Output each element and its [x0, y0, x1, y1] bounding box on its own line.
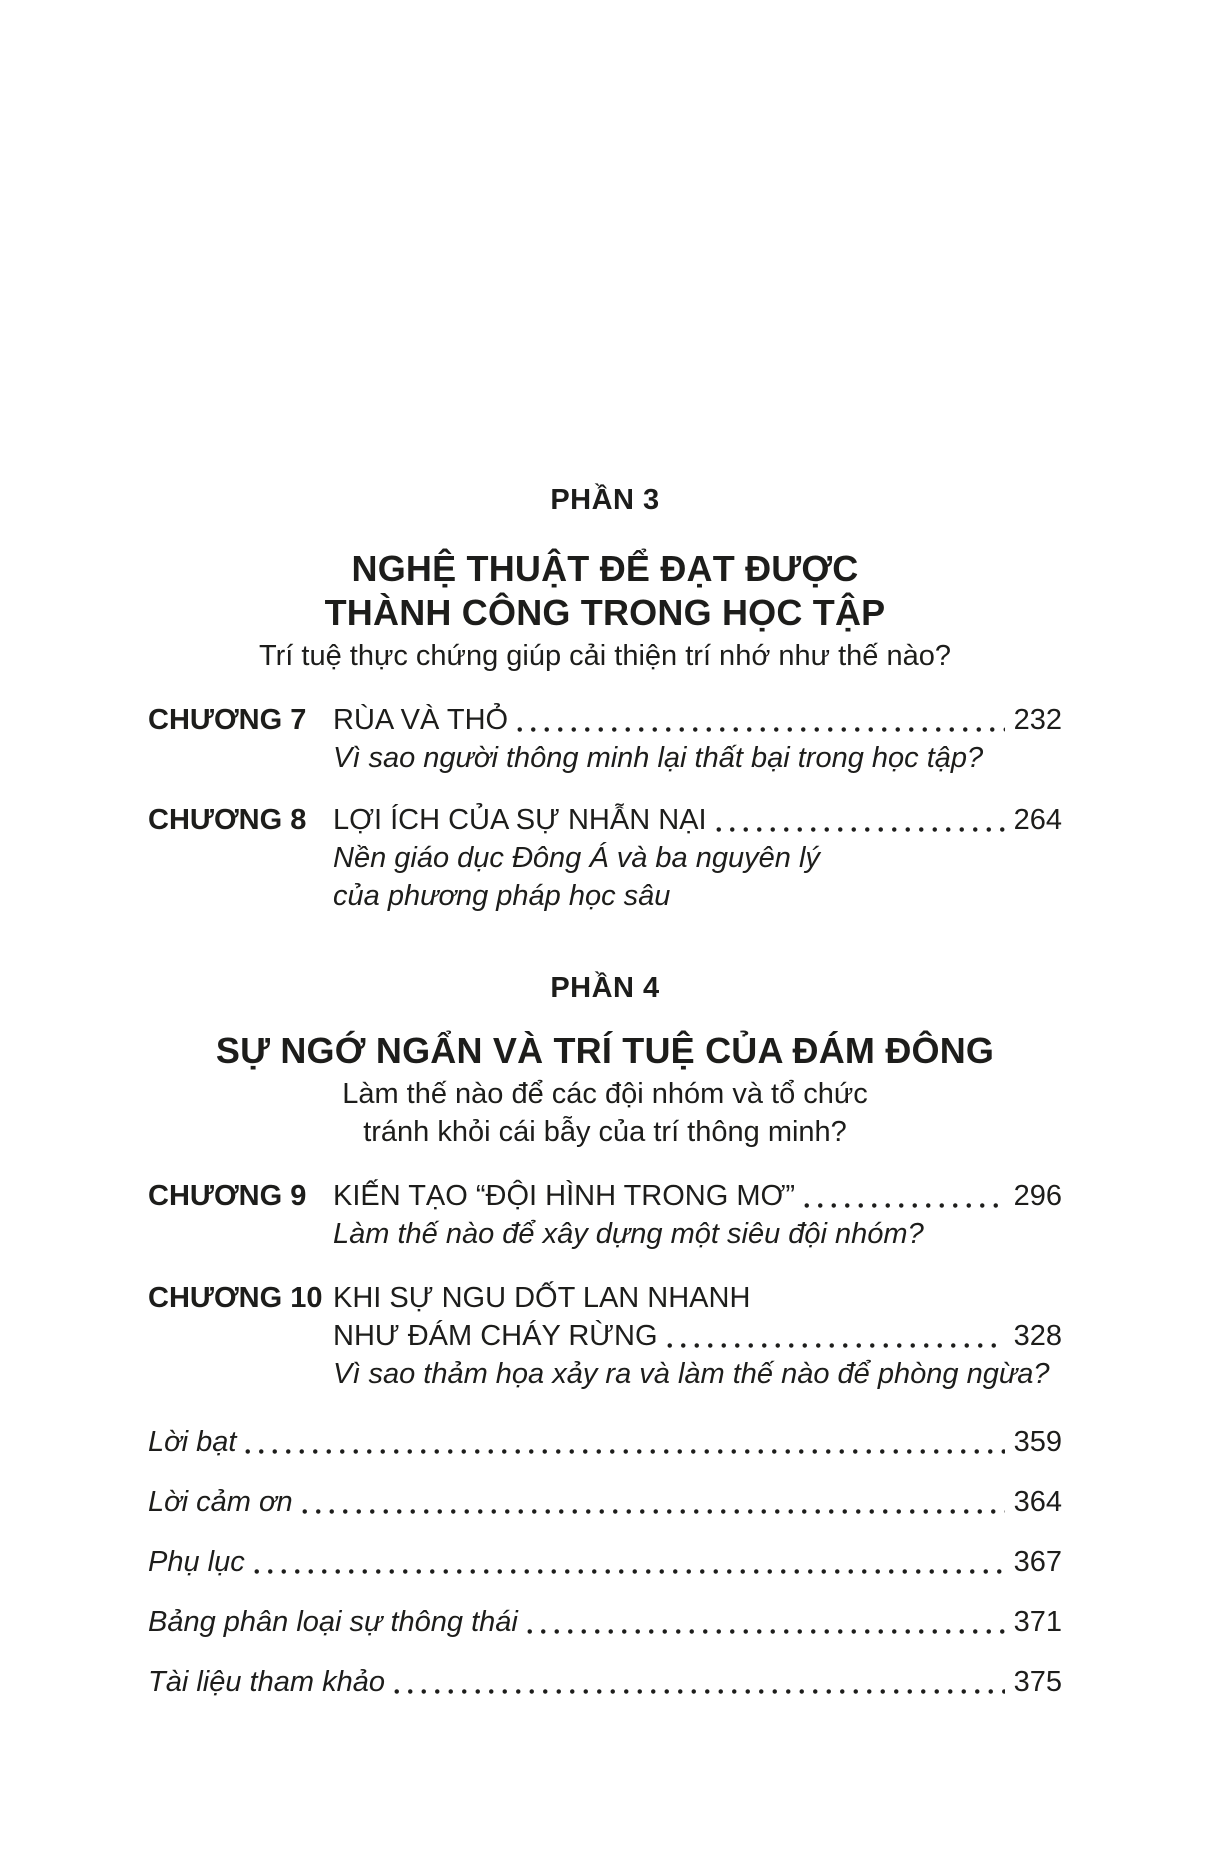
chapter-label: CHƯƠNG 7 [148, 704, 307, 736]
backmatter-page-number: 371 [1013, 1606, 1062, 1638]
backmatter-entry [148, 1603, 1062, 1641]
backmatter-title: Bảng phân loại sự thông thái [148, 1606, 518, 1638]
chapter-page-number: 232 [1013, 704, 1062, 736]
chapter-body [333, 1279, 1062, 1393]
chapter-title-line [333, 701, 1062, 739]
toc-chapter-7 [148, 701, 1062, 777]
chapter-title-line [333, 801, 1062, 839]
chapter-label: CHƯƠNG 8 [148, 804, 307, 836]
chapter-label: CHƯƠNG 10 [148, 1282, 323, 1314]
dot-leader [795, 1177, 1014, 1215]
toc-chapter-9 [148, 1177, 1062, 1253]
backmatter-title: Lời cảm ơn [148, 1486, 293, 1518]
chapter-page-number: 296 [1013, 1180, 1062, 1212]
chapter-subtitle: Làm thế nào để xây dựng một siêu đội nhóm? [333, 1218, 924, 1250]
dot-leader [245, 1543, 1014, 1581]
part-subtitle-line: Trí tuệ thực chứng giúp cải thiện trí nhớ như thế nào? [258, 640, 952, 672]
dot-leader [236, 1423, 1013, 1461]
dot-leader [658, 1317, 1014, 1355]
chapter-body [333, 1177, 1062, 1253]
backmatter-page-number: 367 [1013, 1546, 1062, 1578]
chapter-body [333, 801, 1062, 915]
chapter-title-line [333, 1177, 1062, 1215]
chapter-page-number: 264 [1013, 804, 1062, 836]
part-title [148, 1029, 1062, 1073]
part-subtitle-line: tránh khỏi cái bẫy của trí thông minh? [363, 1116, 847, 1148]
dot-leader [518, 1603, 1014, 1641]
chapter-subtitle: Vì sao người thông minh lại thất bại trong học tập? [333, 742, 984, 774]
part-subtitle [148, 637, 1062, 675]
toc-content [148, 0, 1062, 1701]
toc-chapter-8 [148, 801, 1062, 915]
part-title-line: SỰ NGỚ NGẨN VÀ TRÍ TUỆ CỦA ĐÁM ĐÔNG [215, 1030, 995, 1071]
backmatter-entry [148, 1483, 1062, 1521]
chapter-title: LỢI ÍCH CỦA SỰ NHẪN NẠI [333, 804, 707, 836]
backmatter-entry [148, 1423, 1062, 1461]
part-title-line: NGHỆ THUẬT ĐỂ ĐẠT ĐƯỢC [351, 548, 859, 589]
backmatter-entry [148, 1663, 1062, 1701]
chapter-subtitle: Nền giáo dục Đông Á và ba nguyên lý [333, 842, 820, 874]
part-section-4 [148, 971, 1062, 1393]
backmatter-title: Lời bạt [148, 1426, 237, 1458]
part-title [148, 547, 1062, 635]
chapter-body [333, 701, 1062, 777]
part-label: PHẦN 4 [550, 972, 660, 1004]
chapter-title: KIẾN TẠO “ĐỘI HÌNH TRONG MƠ” [333, 1180, 796, 1212]
toc-chapter-10 [148, 1279, 1062, 1393]
dot-leader [707, 801, 1014, 839]
dot-leader [293, 1483, 1014, 1521]
backmatter-page-number: 375 [1013, 1666, 1062, 1698]
backmatter-title: Phụ lục [148, 1546, 245, 1578]
part-subtitle [148, 1075, 1062, 1151]
chapter-title-line [333, 1317, 1062, 1355]
chapter-title-line-2: NHƯ ĐÁM CHÁY RỪNG [333, 1320, 658, 1352]
part-title-line: THÀNH CÔNG TRONG HỌC TẬP [324, 592, 886, 633]
part-label: PHẦN 3 [550, 484, 660, 516]
dot-leader [508, 701, 1013, 739]
chapter-title-line-1: KHI SỰ NGU DỐT LAN NHANH [333, 1282, 751, 1314]
backmatter-page-number: 364 [1013, 1486, 1062, 1518]
backmatter-title: Tài liệu tham khảo [148, 1666, 385, 1698]
backmatter-page-number: 359 [1013, 1426, 1062, 1458]
backmatter-entry [148, 1543, 1062, 1581]
dot-leader [385, 1663, 1014, 1701]
chapter-label: CHƯƠNG 9 [148, 1180, 307, 1212]
part-subtitle-line: Làm thế nào để các đội nhóm và tổ chức [342, 1078, 868, 1110]
chapter-page-number: 328 [1013, 1320, 1062, 1352]
chapter-subtitle: Vì sao thảm họa xảy ra và làm thế nào để phòng ngừa? [333, 1358, 1050, 1390]
backmatter-section [148, 1423, 1062, 1701]
part-section-3 [148, 483, 1062, 915]
chapter-title: RÙA VÀ THỎ [333, 704, 509, 736]
chapter-subtitle: của phương pháp học sâu [333, 880, 671, 912]
